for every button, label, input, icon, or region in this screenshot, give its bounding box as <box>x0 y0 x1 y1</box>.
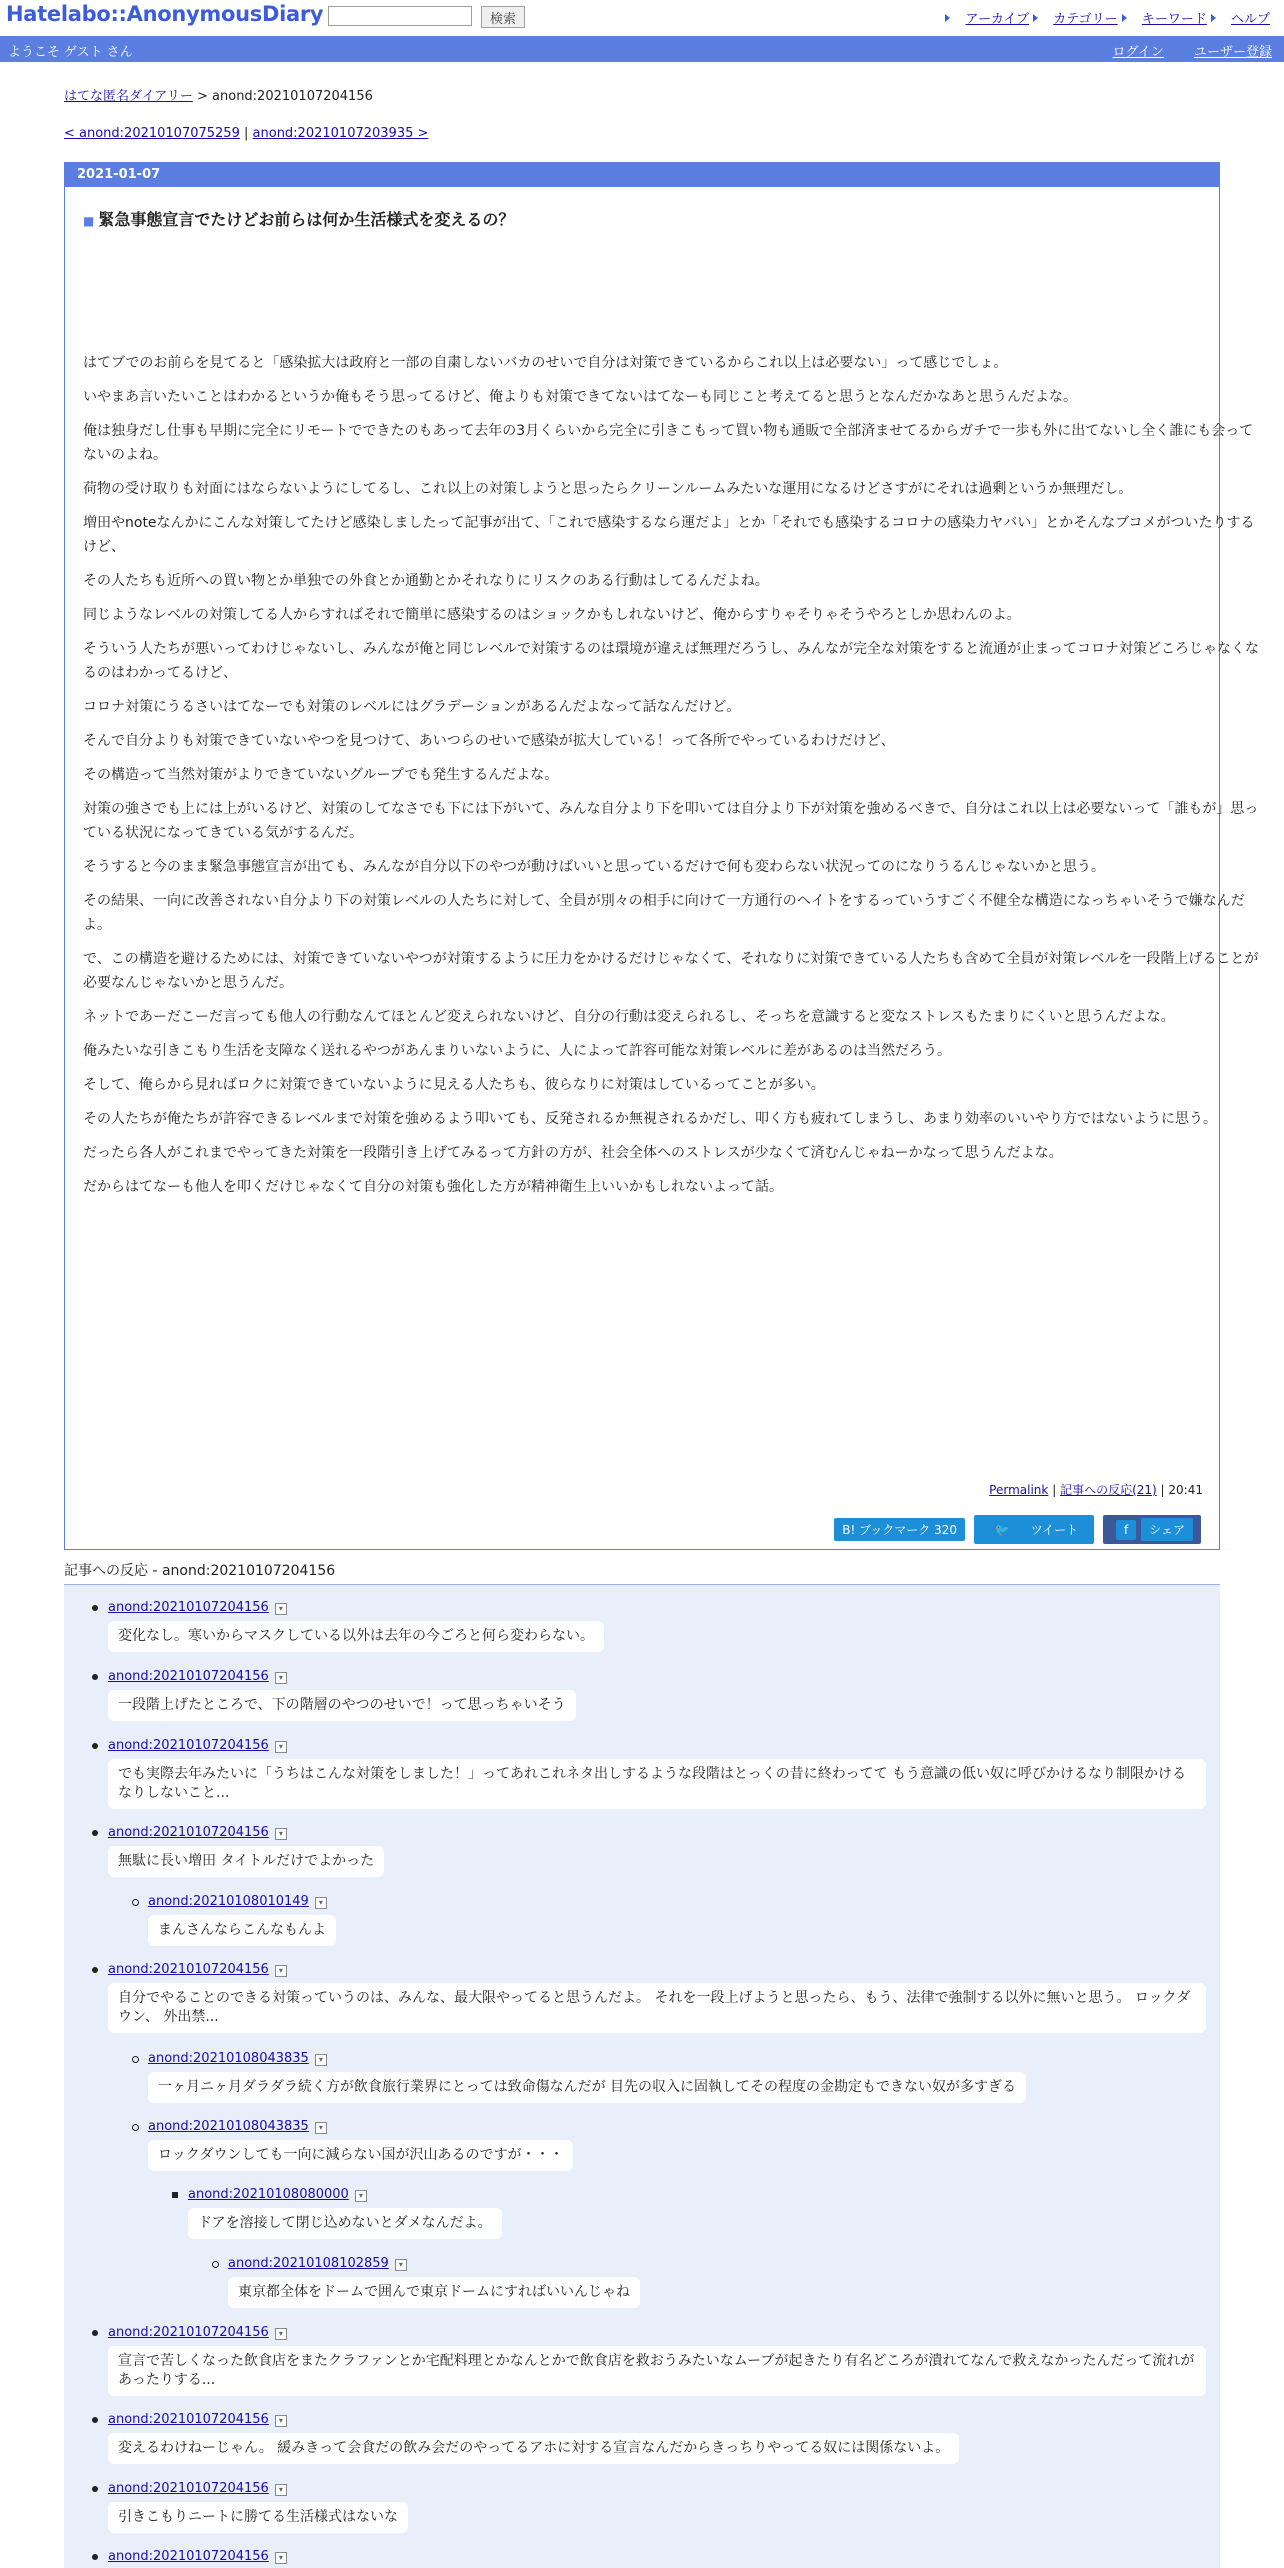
footer-separator: | <box>1052 1483 1057 1497</box>
prev-entry-link[interactable]: < anond:20210107075259 <box>64 126 240 141</box>
footer-separator: | <box>1160 1483 1165 1497</box>
bullet-icon <box>92 2330 98 2336</box>
reaction-snippet: 宣言で苦しくなった飲食店をまたクラファンとか宅配料理とかなんとかで飲食店を救おうみたいなムーブが起きたり有名どころが潰れてなんで救えなかったんだって流れがあったりする... <box>108 2346 1206 2396</box>
entry-paragraph: そうすると今のまま緊急事態宣言が出ても、みんなが自分以下のやつが動けばいいと思っているだけで何も変わらない状況ってのになりうるんじゃないかと思う。 <box>83 859 1105 875</box>
diary-entry <box>64 162 1259 1550</box>
search-input[interactable] <box>328 6 472 26</box>
register-link[interactable]: ユーザー登録 <box>1193 45 1272 60</box>
reaction-item <box>108 1824 384 1877</box>
expand-toggle-icon[interactable]: ▾ <box>275 1965 287 1977</box>
reaction-snippet: ロックダウンしても一向に減らない国が沢山あるのですが・・・ <box>148 2140 573 2171</box>
reaction-item <box>108 1737 1206 1809</box>
entry-footer <box>989 1481 1203 1498</box>
expand-toggle-icon[interactable]: ▾ <box>355 2190 367 2202</box>
reaction-item <box>108 2548 287 2564</box>
reaction-item <box>108 1961 1206 2033</box>
reaction-id-link[interactable]: anond:20210107204156 <box>108 2412 269 2427</box>
entry-date: 2021-01-07 <box>65 163 1219 187</box>
pager-separator: | <box>244 126 249 141</box>
reaction-item <box>148 1893 336 1946</box>
permalink-link[interactable]: Permalink <box>989 1483 1049 1497</box>
reaction-item <box>108 2480 408 2533</box>
expand-toggle-icon[interactable]: ▾ <box>275 2484 287 2496</box>
expand-toggle-icon[interactable]: ▾ <box>275 1741 287 1753</box>
reaction-id-link[interactable]: anond:20210107204156 <box>108 2481 269 2496</box>
reaction-item <box>148 2050 1026 2103</box>
entry-title <box>83 207 514 230</box>
bullet-icon <box>92 1743 98 1749</box>
nav-item-help[interactable] <box>1211 12 1270 27</box>
login-link[interactable]: ログイン <box>1112 45 1164 60</box>
expand-toggle-icon[interactable]: ▾ <box>275 2415 287 2427</box>
reaction-snippet: 一段階上げたところで、下の階層のやつのせいで！って思っちゃいそう <box>108 1690 576 1721</box>
reaction-id-link[interactable]: anond:20210107204156 <box>108 1600 269 1615</box>
search-button[interactable]: 検索 <box>481 6 525 28</box>
tweet-label: ツイート <box>1023 1518 1086 1541</box>
triangle-right-icon <box>1122 14 1127 22</box>
reactions-list <box>64 1585 1220 2568</box>
entry-body <box>83 351 1263 1209</box>
entry-paragraph: 対策の強さでも上には上がいるけど、対策のしてなさでも下には下がいて、みんな自分より下を叩いては自分より下が対策を強めるべきで、自分はこれ以上は必要ないって「誰もが」思っている状況になってきている気がするんだ。 <box>83 801 1259 841</box>
entry-paragraph: 同じようなレベルの対策してる人からすればそれで簡単に感染するのはショックかもしれないけど、俺からすりゃそりゃそうやろとしか思わんのよ。 <box>83 607 1021 623</box>
site-logo[interactable]: Hatelabo::AnonymousDiary <box>6 2 324 26</box>
entry-paragraph: そんで自分よりも対策できていないやつを見つけて、あいつらのせいで感染が拡大している！って各所でやっているわけだけど、 <box>83 733 895 749</box>
square-bullet-icon[interactable]: ■ <box>83 214 95 228</box>
facebook-share-label: シェア <box>1141 1518 1193 1541</box>
entry-paragraph: 俺みたいな引きこもり生活を支障なく送れるやつがあんまりいないように、人によって許容可能な対策レベルに差があるのは当然だろう。 <box>83 1043 951 1059</box>
reaction-item <box>108 2411 959 2464</box>
reaction-item <box>108 1668 576 1721</box>
reaction-snippet: 変えるわけねーじゃん。 緩みきって会食だの飲み会だのやってるアホに対する宣言なんだからきっちりやってる奴には関係ないよ。 <box>108 2433 959 2464</box>
tweet-button[interactable] <box>974 1515 1094 1544</box>
reaction-snippet: 無駄に長い増田 タイトルだけでよかった <box>108 1846 384 1877</box>
reaction-snippet: 東京都全体をドームで囲んで東京ドームにすればいいんじゃね <box>228 2277 640 2308</box>
reaction-id-link[interactable]: anond:20210107204156 <box>108 1669 269 1684</box>
reactions-heading: 記事への反応 - anond:20210107204156 <box>64 1560 1220 1585</box>
nav-link-help[interactable]: ヘルプ <box>1230 12 1270 27</box>
triangle-right-icon <box>1211 14 1216 22</box>
entry-paragraph: はてブでのお前らを見てると「感染拡大は政府と一部の自粛しないバカのせいで自分は対策できているからこれ以上は必要ない」って感じでしょ。 <box>83 355 1008 371</box>
welcome-text: ようこそ ゲスト さん <box>8 45 133 60</box>
expand-toggle-icon[interactable]: ▾ <box>275 2328 287 2340</box>
expand-toggle-icon[interactable]: ▾ <box>315 2054 327 2066</box>
entry-paragraph: その構造って当然対策がよりできていないグループでも発生するんだよな。 <box>83 767 559 783</box>
bullet-icon <box>132 1899 139 1906</box>
reaction-id-link[interactable]: anond:20210108043835 <box>148 2051 309 2066</box>
share-buttons <box>829 1515 1201 1544</box>
expand-toggle-icon[interactable]: ▾ <box>315 2122 327 2134</box>
twitter-bird-icon: 🐦 <box>987 1520 1018 1540</box>
nav-item-archive[interactable] <box>945 12 1029 27</box>
bullet-icon <box>92 1830 98 1836</box>
reaction-item <box>188 2186 502 2239</box>
entry-time: 20:41 <box>1168 1483 1203 1497</box>
entry-paragraph: 俺は独身だし仕事も早期に完全にリモートでできたのもあって去年の3月くらいから完全に引きこもって買い物も通販で全部済ませてるからガチで一歩も外に出てないし全く誰にも会ってないのよね。 <box>83 423 1254 463</box>
reaction-snippet: まんさんならこんなもんよ <box>148 1915 336 1946</box>
reaction-id-link[interactable]: anond:20210108010149 <box>148 1894 309 1909</box>
entry-paragraph: そういう人たちが悪いってわけじゃないし、みんなが俺と同じレベルで対策するのは環境が違えば無理だろうし、みんなが完全な対策をすると流通が止まってコロナ対策どころじゃなくなるのはわかってるけど、 <box>83 641 1259 681</box>
entry-paragraph: だからはてなーも他人を叩くだけじゃなくて自分の対策も強化した方が精神衛生上いいかもしれないよって話。 <box>83 1179 783 1195</box>
bullet-icon <box>92 2486 98 2492</box>
bullet-icon <box>132 2056 139 2063</box>
entry-paragraph: 荷物の受け取りも対面にはならないようにしてるし、これ以上の対策しようと思ったらクリーンルームみたいな運用になるけどさすがにそれは過剰というか無理だし。 <box>83 481 1133 497</box>
top-nav <box>945 8 1270 27</box>
expand-toggle-icon[interactable]: ▾ <box>315 1897 327 1909</box>
triangle-right-icon <box>945 14 950 22</box>
reaction-snippet: ドアを溶接して閉じ込めないとダメなんだよ。 <box>188 2208 502 2239</box>
facebook-share-button[interactable] <box>1103 1515 1201 1544</box>
breadcrumb-home[interactable]: はてな匿名ダイアリー <box>64 89 193 104</box>
reaction-snippet: でも実際去年みたいに「うちはこんな対策をしました！」ってあれこれネタ出しするような段階はとっくの昔に終わってて もう意識の低い奴に呼びかけるなり制限かけるなりしないこと... <box>108 1759 1206 1809</box>
entry-paragraph: で、この構造を避けるためには、対策できていないやつが対策するように圧力をかけるだけじゃなくて、それなりに対策できている人たちも含めて全員が対策レベルを一段階上げることが必要なんじゃないかと思うんだ。 <box>83 951 1259 991</box>
next-entry-link[interactable]: anond:20210107203935 > <box>252 126 429 141</box>
reaction-id-link[interactable]: anond:20210108043835 <box>148 2119 309 2134</box>
entry-title-text: 緊急事態宣言でたけどお前らは何か生活様式を変えるの？ <box>98 210 515 229</box>
nav-item-keyword[interactable] <box>1122 12 1207 27</box>
hatena-bookmark-button[interactable]: B! ブックマーク 320 <box>834 1518 965 1541</box>
header <box>0 0 1284 36</box>
entry-pager <box>64 126 428 141</box>
expand-toggle-icon[interactable]: ▾ <box>275 2552 287 2564</box>
reaction-item <box>108 2324 1206 2396</box>
reaction-snippet: 変化なし。寒いからマスクしている以外は去年の今ごろと何ら変わらない。 <box>108 1621 604 1652</box>
facebook-icon: f <box>1116 1520 1136 1540</box>
bullet-icon <box>92 1605 98 1611</box>
nav-item-category[interactable] <box>1033 12 1117 27</box>
reaction-snippet: 自分でやることのできる対策っていうのは、みんな、最大限やってると思うんだよ。 それを一段上げようと思ったら、もう、法律で強制する以外に無いと思う。 ロックダウン、 外出禁... <box>108 1983 1206 2033</box>
nav-link-archive[interactable]: アーカイブ <box>965 12 1030 27</box>
triangle-right-icon <box>1033 14 1038 22</box>
entry-paragraph: だったら各人がこれまでやってきた対策を一段階引き上げてみるって方針の方が、社会全体へのストレスが少なくて済むんじゃねーかなって思うんだよな。 <box>83 1145 1063 1161</box>
reaction-snippet: 一ヶ月ニヶ月ダラダラ続く方が飲食旅行業界にとっては致命傷なんだが 目先の収入に固執してその程度の金勘定もできない奴が多すぎる <box>148 2072 1026 2103</box>
bullet-icon <box>92 2554 98 2560</box>
expand-toggle-icon[interactable]: ▾ <box>275 1828 287 1840</box>
entry-paragraph: その結果、一向に改善されない自分より下の対策レベルの人たちに対して、全員が別々の相手に向けて一方通行のヘイトをするっていうすごく不健全な構造になっちゃいそうで嫌なんだよ。 <box>83 893 1245 933</box>
bullet-icon <box>212 2261 219 2268</box>
reaction-id-link[interactable]: anond:20210107204156 <box>108 1738 269 1753</box>
reaction-item <box>148 2118 573 2171</box>
reaction-id-link[interactable]: anond:20210108102859 <box>228 2256 389 2271</box>
expand-toggle-icon[interactable]: ▾ <box>275 1603 287 1615</box>
nav-link-category[interactable]: カテゴリー <box>1053 12 1118 27</box>
reaction-id-link[interactable]: anond:20210107204156 <box>108 1825 269 1840</box>
reaction-snippet: 引きこもりニートに勝てる生活様式はないな <box>108 2502 408 2533</box>
reaction-item <box>228 2255 640 2308</box>
entry-paragraph: そして、俺らから見ればロクに対策できていないように見える人たちも、彼らなりに対策はしているってことが多い。 <box>83 1077 825 1093</box>
entry-paragraph: いやまあ言いたいことはわかるというか俺もそう思ってるけど、俺よりも対策できてないはてなーも同じこと考えてると思うとなんだかなあと思うんだよな。 <box>83 389 1077 405</box>
expand-toggle-icon[interactable]: ▾ <box>275 1672 287 1684</box>
reaction-id-link[interactable]: anond:20210108080000 <box>188 2187 349 2202</box>
entry-paragraph: 増田やnoteなんかにこんな対策してたけど感染しましたって記事が出て、「これで感染するなら運だよ」とか「それでも感染するコロナの感染力ヤバい」とかそんなブコメがついたりするけど、 <box>83 515 1255 555</box>
bullet-icon <box>92 1674 98 1680</box>
reactions-link[interactable]: 記事への反応(21) <box>1060 1483 1157 1497</box>
expand-toggle-icon[interactable]: ▾ <box>395 2259 407 2271</box>
entry-paragraph: その人たちも近所への買い物とか単独での外食とか通勤とかそれなりにリスクのある行動はしてるんだよね。 <box>83 573 769 589</box>
breadcrumb <box>64 85 373 104</box>
nav-link-keyword[interactable]: キーワード <box>1141 12 1207 27</box>
bullet-icon <box>172 2192 178 2198</box>
reaction-id-link[interactable]: anond:20210107204156 <box>108 2325 269 2340</box>
reaction-id-link[interactable]: anond:20210107204156 <box>108 1962 269 1977</box>
bullet-icon <box>132 2124 139 2131</box>
entry-paragraph: その人たちが俺たちが許容できるレベルまで対策を強めるよう叩いても、反発されるか無視されるかだし、叩く方も疲れてしまうし、あまり効率のいいやり方ではないように思う。 <box>83 1111 1217 1127</box>
reaction-id-link[interactable]: anond:20210107204156 <box>108 2549 269 2564</box>
entry-paragraph: ネットであーだこーだ言っても他人の行動なんてほとんど変えられないけど、自分の行動は変えられるし、そっちを意識すると変なストレスもたまりにくいと思うんだよな。 <box>83 1009 1175 1025</box>
breadcrumb-current: anond:20210107204156 <box>212 89 373 104</box>
user-bar <box>0 36 1284 62</box>
entry-paragraph: コロナ対策にうるさいはてなーでも対策のレベルにはグラデーションがあるんだよなって話なんだけど。 <box>83 699 741 715</box>
breadcrumb-separator: > <box>196 89 208 104</box>
bullet-icon <box>92 2417 98 2423</box>
bullet-icon <box>92 1967 98 1973</box>
reaction-item <box>108 1599 604 1652</box>
